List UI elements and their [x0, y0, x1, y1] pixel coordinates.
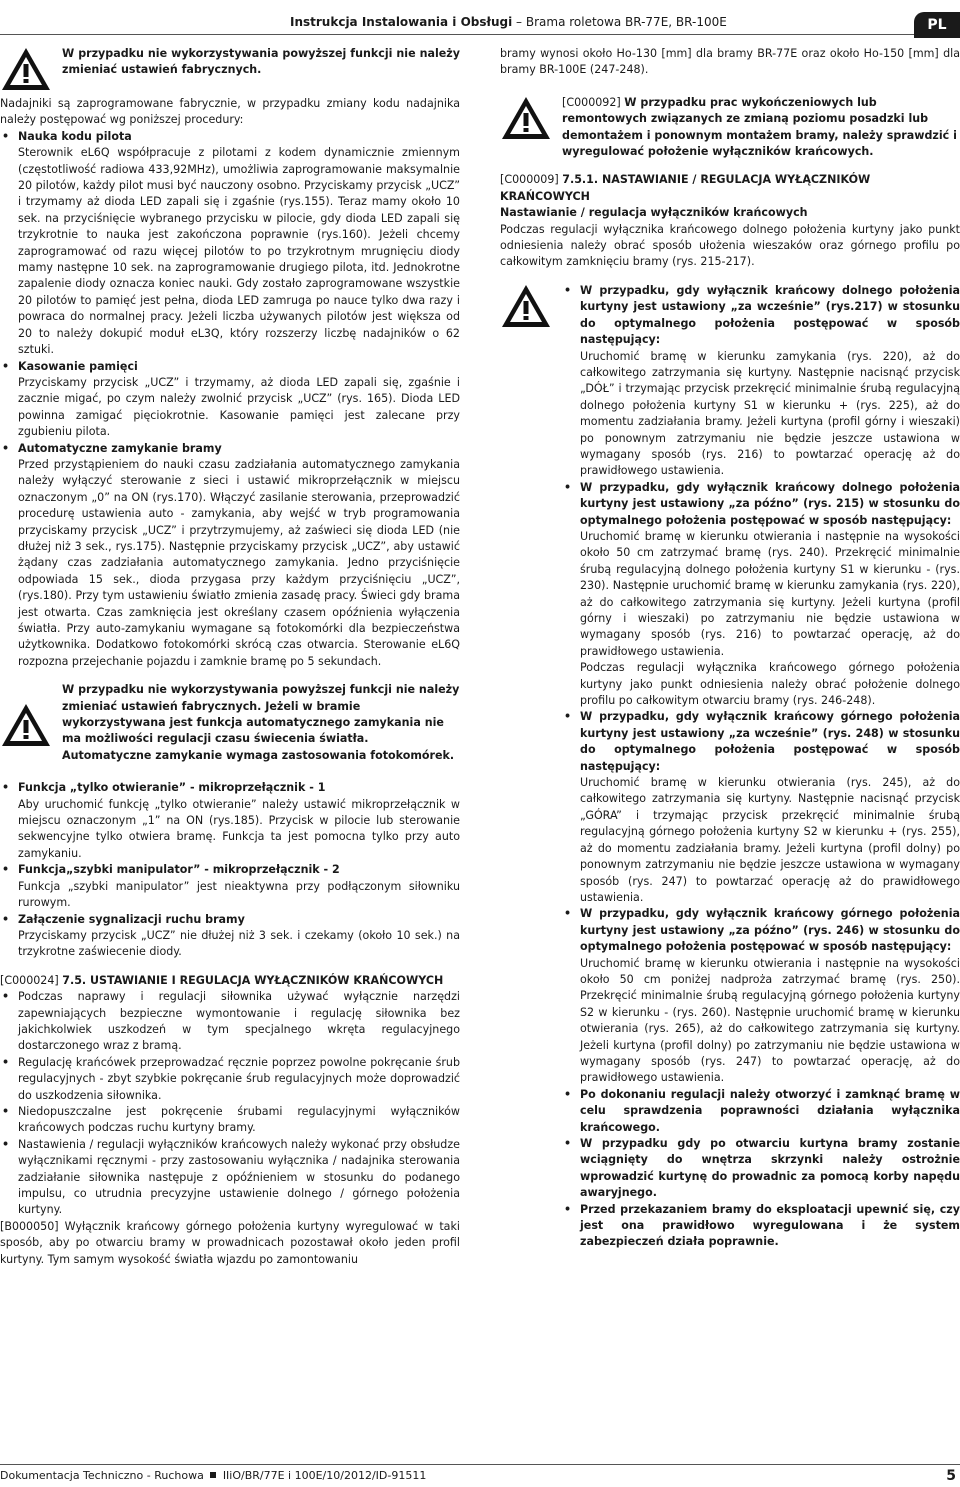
list-item — [562, 1202, 960, 1251]
square-bullet-icon — [210, 1472, 216, 1478]
warning-text-2: W przypadku nie wykorzystywania powyższej funkcji nie należy zmieniać ustawień fabrycznych. Jeżeli w bramie wykorzystywana jest funkcja automatycznego zamykania nie ma możliwości regulacji czasu świecenia światła. Automatyczne zamykanie wymaga zastosowania fotokomórek. — [62, 683, 460, 762]
warning-box-2 — [0, 682, 460, 764]
item-title: • Przed przekazaniem bramy do eksploatacji upewnić się, czy jest ona prawidłowo wyregulowana i że system zabezpieczeń działa poprawnie. — [580, 1202, 960, 1249]
warning-triangle-icon — [0, 702, 52, 748]
warning-code: [C000092] — [562, 95, 625, 109]
list-item — [562, 283, 960, 480]
item-text: Aby uruchomić funkcję „tylko otwieranie” należy ustawić mikroprzełącznik w miejscu oznaczonym „1” na ON (rys.185). Przycisk w pilocie lub sterowanie sekwencyjne tylko otwiera bramę. Funkcja ta jest pomocna tylko przy auto zamykaniu. — [18, 797, 460, 860]
list-item — [562, 709, 960, 906]
list-item — [0, 441, 460, 671]
header-text: Instrukcja Instalowania i Obsługi – Brama roletowa BR-77E, BR-100E — [290, 15, 727, 29]
list-item — [562, 906, 960, 1086]
header-rule — [0, 34, 918, 35]
footer-doc-type: Dokumentacja Techniczno - Ruchowa — [0, 1469, 204, 1482]
footer-rule — [0, 1464, 960, 1465]
item-title: • W przypadku, gdy wyłącznik krańcowy dolnego położenia kurtyny jest ustawiony „za wcześnie” (rys.217) w stosunku do optymalnego położenia postępować w sposób następujący: — [580, 283, 960, 347]
header-title: Instrukcja Instalowania i Obsługi — [290, 15, 513, 29]
item-text: Uruchomić bramę w kierunku otwierania (rys. 245), aż do całkowitego zatrzymania się kurtyny. Następnie nacisnąć przycisk „GÓRA” i trzymając przycisk przekręcić minimalnie śrubą regulacyjną górnego położenia kurtyny S2 w kierunku + (rys. 255), aż do momentu zadziałania bramy. Jeżeli kurtyna (profil dolny) po ponownym zatrzymaniu nie będzie jeszcze ustawiona w wymagany sposób (rys. 247) to powtarzać operację aż do prawidłowego ustawienia. — [580, 776, 960, 904]
intro-text: Nadajniki są zaprogramowane fabrycznie, w przypadku zmiany kodu nadajnika należy postępować wg poniższej procedury: — [0, 97, 460, 127]
subsection-title: Nastawianie / regulacja wyłączników krańcowych — [500, 206, 808, 220]
section-title: 7.5.1. NASTAWIANIE / REGULACJA WYŁĄCZNIKÓW KRAŃCOWYCH — [500, 173, 871, 203]
list-item — [0, 912, 460, 961]
item-title: • Kasowanie pamięci — [18, 359, 138, 373]
item-text: Uruchomić bramę w kierunku otwierania i następnie na wysokości około 50 cm poniżej nadproża zatrzymać bramę (rys. 250). Przekręcić minimalnie śrubą regulacyjną górnego położenia kurtyny S2 w kierunku - (rys. 260). Następnie uruchomić bramę w kierunku otwierania (rys. 265), aż do całkowitego zatrzymania się kurtyny. Jeżeli kurtyna (profil dolny) po zatrzymaniu nie będzie ustawiona w wymagany sposób (rys. 247) to powtarzać operację, aż do prawidłowego ustawienia. — [580, 956, 960, 1085]
footer-doc-id: IIiO/BR/77E i 100E/10/2012/ID-91511 — [222, 1469, 427, 1482]
list-item — [562, 1136, 960, 1202]
item-title: • W przypadku, gdy wyłącznik krańcowy górnego położenia kurtyny jest ustawiony „za wcześnie” (rys. 248) w stosunku do optymalnego położenia postępować w sposób następujący: — [580, 710, 960, 773]
item-text: Przed przystąpieniem do nauki czasu zadziałania automatycznego zamykania należy wyłączyć sterowanie z sieci i ustawić mikroprzełącznik w miejscu oznaczonym „0” na ON (rys.170). Włączyć zasilanie sterowania, przeprowadzić procedurę ustawienia auto - zamykania, aby wejść w tryb programowania przyciskamy przycisk „UCZ” i przytrzymujemy, aż zaświeci się dioda LED (nie dłużej niż 3 sek., rys.175). Następnie przyciskamy przycisk „UCZ”, aby ustawić żądany czas zadziałania automatycznego zamykania. Jedno przyciśnięcie odpowiada 15 sek., dioda przygasa przy każdym przyciśnięciu „UCZ”, (rys.180). Przy tym ustawieniu światło zmienia zasadę pracy. Świeci gdy brama jest otwarta. Czas zamknięcia jest określany czasem opóźnienia wyłączenia światła. Przy auto-zamykaniu wymagane są fotokomórki dla bezpieczeństwa użytkownika. Dodatkowo fotokomórki skrócą czas otwarcia. Sterowanie eL6Q rozpozna przejechanie pojazdu i zamknie bramę po 5 sekundach. — [18, 457, 460, 668]
continued-text: bramy wynosi około Ho-130 [mm] dla bramy BR-77E oraz około Ho-150 [mm] dla bramy BR-100E (247-248). — [500, 47, 960, 77]
item-text: • Regulację krańcówek przeprowadzać ręcznie poprzez powolne pokręcanie śrub regulacyjnych - zbyt szybkie pokręcanie śrub regulacyjnych może doprowadzić do uszkodzenia siłownika. — [18, 1055, 460, 1102]
warning-box-1 — [0, 46, 460, 92]
warning-box-3 — [500, 95, 960, 161]
page-footer — [0, 1468, 960, 1484]
page-number: 5 — [946, 1468, 956, 1484]
item-title: • W przypadku, gdy wyłącznik krańcowy dolnego położenia kurtyny jest ustawiony „za późno” (rys. 215) w stosunku do optymalnego położenia postępować w sposób następujący: — [580, 480, 960, 527]
list-item — [0, 1137, 460, 1219]
item-text: Sterownik eL6Q współpracuje z pilotami z kodem dynamicznie zmiennym (częstotliwość radiowa 433,92MHz), umożliwia zaprogramowanie maksymalnie 20 pilotów, każdy pilot musi być nauczony osobno. Przyciskamy przycisk „UCZ” i trzymamy aż dioda LED zapali się i zgaśnie (rys.155). Teraz mamy około 10 sek. na przyciśnięcie wybranego przycisku w pilocie, gdy dioda LED zapali się trzykrotnie to nauka jest zakończona poprawnie (rys.160). Jeżeli chcemy zaprogramować od razu więcej pilotów to po trzykrotnym mrugnięciu diody mamy następne 10 sek. na zaprogramowanie drugiego pilota, itd. Jednokrotne zapalenie diody oznacza koniec nauki. Gdy zostało zaprogramowane wszystkie 20 pilotów to pamięć jest pełna, dioda LED zamruga po nauce tylko dwa razy i powraca do normalnej pracy. Jeżeli liczba używanych pilotów jest większa od 20 to należy dokupić moduł eL3Q, który rozszerzy liczbę nadajników o 62 sztuki. — [18, 146, 460, 357]
list-item — [0, 780, 460, 862]
item-title: • Funkcja „tylko otwieranie” - mikroprzełącznik - 1 — [18, 781, 326, 795]
warning-body: W przypadku prac wykończeniowych lub remontowych związanych ze zmianą poziomu posadzki lub demontażem i ponownym montażem bramy, należy sprawdzić i wyregulować położenie wyłączników krańcowych. — [562, 95, 957, 159]
right-column — [500, 46, 960, 1251]
section-title: 7.5. USTAWIANIE I REGULACJA WYŁĄCZNIKÓW KRAŃCOWYCH — [62, 973, 444, 987]
list-item — [0, 1055, 460, 1104]
item-text: Uruchomić bramę w kierunku otwierania i następnie na wysokości około 50 cm zatrzymać bramę (rys. 240). Przekręcić minimalnie śrubą regulacyjną dolnego położenia kurtyny S1 w kierunku - (rys. 230). Następnie uruchomić bramę w kierunku zamykania (rys. 220), aż do całkowitego zatrzymania się kurtyny. Jeżeli kurtyna (profil górny i wieszaki) po zatrzymaniu nie będzie ustawiona w wymagany sposób (rys. 216) to powtarzać operację, aż do prawidłowego ustawienia. — [580, 529, 960, 658]
section-heading — [500, 172, 960, 205]
subsection-text: Podczas regulacji wyłącznika krańcowego dolnego położenia kurtyny jako punkt odniesienia należy obrać sposób ułożenia wieszaków oraz górnego profilu po całkowitym zamknięciu bramy (rys. 215-217). — [500, 222, 960, 269]
closing-paragraph: [B000050] Wyłącznik krańcowy górnego położenia kurtyny wyregulować w taki sposób, aby po otwarciu bramy w prowadnicach pozostawał około jeden profil kurtyny. Tym samym wysokość światła wjazdu po zamontowaniu — [0, 1219, 460, 1266]
list-item — [562, 480, 960, 710]
item-title: • W przypadku gdy po otwarciu kurtyna bramy zostanie wciągnięty do wnętrza skrzynki należy ostrożnie wprowadzić kurtynę do prowadnic za pomocą korby napędu awaryjnego. — [580, 1137, 960, 1200]
item-title: • Załączenie sygnalizacji ruchu bramy — [18, 912, 245, 926]
warning-box-4 — [500, 283, 960, 480]
item-title: • Funkcja„szybki manipulator” - mikroprzełącznik - 2 — [18, 863, 340, 877]
warning-text-1: W przypadku nie wykorzystywania powyższej funkcji nie należy zmieniać ustawień fabrycznych. — [62, 47, 460, 77]
list-item — [0, 862, 460, 911]
item-title: • W przypadku, gdy wyłącznik krańcowy górnego położenia kurtyny jest ustawiony „za późno” (rys. 246) w stosunku do optymalnego położenia postępować w sposób następujący: — [580, 907, 960, 954]
language-badge: PL — [914, 12, 960, 38]
item-text: • Podczas naprawy i regulacji siłownika używać wyłącznie narzędzi zapewniających bezpieczne wymontowanie i regulację siłownika bez jakichkolwiek uszkodzeń w tym specjalnego wkręta regulacyjnego dostarczonego wraz z bramą. — [18, 990, 460, 1053]
list-item — [562, 1087, 960, 1136]
warning-list — [500, 283, 960, 480]
list-item — [0, 1104, 460, 1137]
section-heading — [0, 973, 460, 989]
item-text: • Niedopuszczalne jest pokręcenie śrubami regulacyjnymi wyłączników krańcowych podczas ruchu kurtyny bramy. — [18, 1104, 460, 1135]
item-title: • Nauka kodu pilota — [18, 129, 132, 143]
item-title: • Automatyczne zamykanie bramy — [18, 441, 222, 455]
item-title: • Po dokonaniu regulacji należy otworzyć i zamknąć bramę w celu sprawdzenia poprawności działania wyłącznika krańcowego. — [580, 1087, 960, 1134]
item-text: Uruchomić bramę w kierunku zamykania (rys. 220), aż do całkowitego zatrzymania się kurtyny. Następnie nacisnąć przycisk „DÓŁ” i trzymając przycisk przekręcić minimalnie śrubą regulacyjną dolnego położenia kurtyny S1 w kierunku + (rys. 225), aż do momentu zadziałania bramy. Jeżeli kurtyna (profil górny i wieszaki) po ponownym zatrzymaniu nie będzie jeszcze ustawiona w wymagany sposób (rys. 216) to powtarzać operację aż do prawidłowego ustawienia. — [580, 349, 960, 478]
warning-triangle-icon — [500, 283, 552, 329]
list-item — [0, 359, 460, 441]
left-column — [0, 46, 460, 1268]
section-code: [C000009] — [500, 173, 563, 187]
item-text: Funkcja „szybki manipulator” jest nieaktywna przy podłączonym siłowniku rurowym. — [18, 879, 460, 910]
page-header — [0, 12, 960, 34]
item-text: • Nastawienia / regulacji wyłączników krańcowych należy wykonać przy obsłudze wyłącznikami ręcznymi - przy zastosowaniu wyłącznika / nadajnika sterowania zadziałanie siłownika następuje z opóźnieniem w stosunku do podanego impulsu, co utrudnia precyzyjne ustawienie dolnego / górnego położenia kurtyny. — [18, 1137, 460, 1217]
warning-triangle-icon — [500, 95, 552, 141]
header-subtitle: Brama roletowa BR-77E, BR-100E — [525, 15, 727, 29]
warning-text-3 — [500, 95, 960, 161]
item-note: Podczas regulacji wyłącznika krańcowego górnego położenia kurtyny jako punkt odniesienia należy obrać położenie dolnego profilu po całkowitym otwarciu bramy (rys. 246-248). — [580, 661, 960, 708]
item-text: Przyciskamy przycisk „UCZ” nie dłużej niż 3 sek. i czekamy (około 10 sek.) na trzykrotne zaświecenie diody. — [18, 928, 460, 959]
section-code: [C000024] — [0, 973, 63, 987]
list-item — [0, 129, 460, 359]
item-text: Przyciskamy przycisk „UCZ” i trzymamy, aż dioda LED zapali się, zgaśnie i zacznie migać, po czym należy zwolnić przycisk „UCZ” (rys. 165). Dioda LED powinna zamigać pięciokrotnie. Kasowanie pamięci jest zalecane przy zgubieniu pilota. — [18, 375, 460, 439]
warning-triangle-icon — [0, 46, 52, 92]
list-item — [0, 989, 460, 1055]
